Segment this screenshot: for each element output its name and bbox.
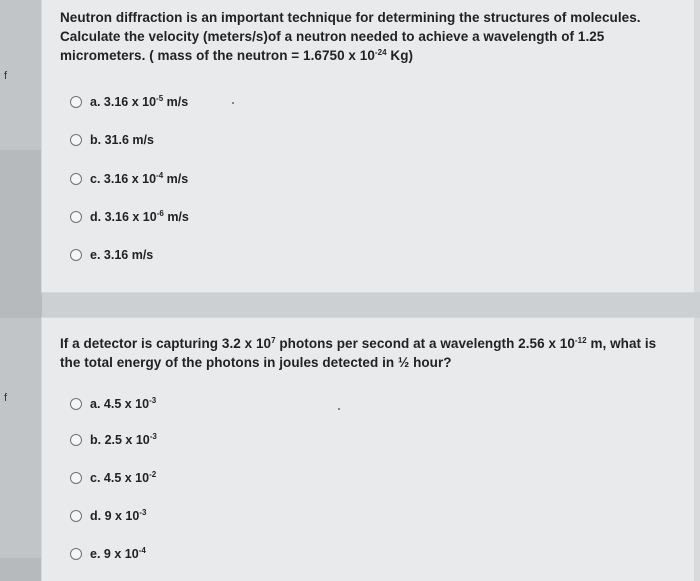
question-1-line-3: micrometers. ( mass of the neutron = 1.6750 x $10^{-24}$ Kg) [60,48,414,63]
q2-option-d[interactable] [70,508,146,524]
option-label: e. 3.16 m/s [90,248,154,262]
question-1-line-2: Calculate the velocity (meters/s)of a neutron needed to achieve a wavelength of 1.25 [60,29,605,44]
question-1-text [60,8,670,65]
card-separator [42,292,700,318]
question-card-1 [42,0,694,292]
q1-option-a[interactable] [70,94,188,110]
radio-button[interactable] [70,472,82,484]
option-label: e. 9 x $10^{-4}$ [90,546,146,561]
q2-option-b[interactable] [70,432,157,448]
sidebar-mark: f [4,70,8,82]
radio-button[interactable] [70,173,82,185]
question-1-line-1: Neutron diffraction is an important technique for determining the structures of molecules. [60,10,641,25]
question-2-text [60,334,680,372]
q1-option-d[interactable] [70,209,189,225]
radio-button[interactable] [70,398,82,410]
q1-option-e[interactable] [70,247,153,263]
q1-option-c[interactable] [70,171,188,187]
option-label: d. 3.16 x $10^{-6}$ m/s [90,209,189,224]
option-label: b. 31.6 m/s [90,133,154,147]
speck [232,102,234,104]
sidebar-segment [0,318,44,558]
radio-button[interactable] [70,548,82,560]
q2-option-e[interactable] [70,546,146,562]
option-label: b. 2.5 x $10^{-3}$ [90,432,157,447]
q2-option-a[interactable] [70,396,156,412]
radio-button[interactable] [70,434,82,446]
option-label: c. 4.5 x $10^{-2}$ [90,470,157,485]
q1-option-b[interactable] [70,132,154,148]
option-label: a. 3.16 x $10^{-5}$ m/s [90,94,189,109]
option-label: d. 9 x $10^{-3}$ [90,508,147,523]
option-label: a. 4.5 x $10^{-3}$ [90,396,157,411]
sidebar-mark: f [4,392,8,404]
left-sidebar [0,0,44,581]
question-2-line-2: the total energy of the photons in joules detected in ½ hour? [60,355,452,370]
radio-button[interactable] [70,134,82,146]
question-card-2 [42,318,694,581]
right-edge [694,0,700,581]
speck [338,408,340,410]
radio-button[interactable] [70,211,82,223]
q2-option-c[interactable] [70,470,156,486]
option-label: c. 3.16 x $10^{-4}$ m/s [90,171,189,186]
question-2-line-1: If a detector is capturing 3.2 x $10^7$ photons per second at a wavelength 2.56 x $10^{-12}$ m, what is [60,336,657,351]
radio-button[interactable] [70,249,82,261]
radio-button[interactable] [70,510,82,522]
radio-button[interactable] [70,96,82,108]
